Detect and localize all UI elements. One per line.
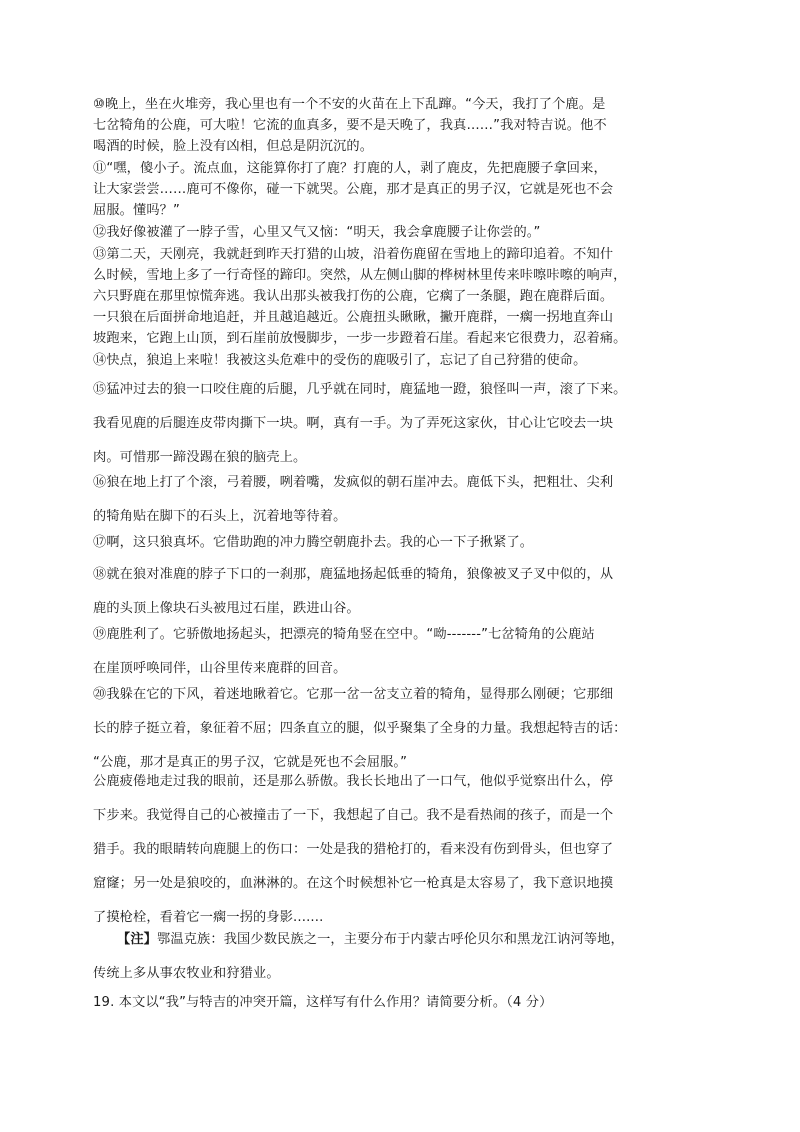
paragraph-14 [93,350,586,371]
paragraph-16 [93,466,613,534]
text-line: 么时候，雪地上多了一行奇怪的蹄印。突然，从左侧山脚的桦树林里传来咔嚓咔嚓的响声， [93,268,627,283]
text-line: 猎手。我的眼睛转向鹿腿上的伤口：一处是我的猎枪打的，看来没有伤到骨头，但也穿了 [93,842,614,857]
text-line: 坡跑来，它跑上山顶，到石崖前放慢脚步，一步一步蹬着石崖。看起来它很费力，忍着痛。 [93,331,627,346]
text-line: ⑲鹿胜利了。它骄傲地扬起头，把漂亮的犄角竖在空中。“呦-------”七岔犄角的公鹿站 [93,627,595,642]
text-line: 一只狼在后面拼命地追赶，并且越追越近。公鹿扭头瞅瞅，撇开鹿群，一瘸一拐地直奔山 [93,310,614,325]
text-line: ⑪“嘿，傻小子。流点血，这能算你打了鹿？打鹿的人，剥了鹿皮，先把鹿腰子拿回来， [93,161,607,176]
text-line: ⑮猛冲过去的狼一口咬住鹿的后腿，几乎就在同时，鹿猛地一蹬，狼怪叫一声，滚了下来。 [93,382,627,397]
text-line: 下步来。我觉得自己的心被撞击了一下，我想起了自己。我不是看热闹的孩子，而是一个 [93,808,614,823]
paragraph-21 [93,765,613,935]
text-line: ⑰啊，这只狼真坏。它借助跑的冲力腾空朝鹿扑去。我的心一下子揪紧了。 [93,535,534,550]
paragraph-15 [93,373,627,475]
text-line: “公鹿，那才是真正的男子汉，它就是死也不会屈服。” [93,755,408,770]
paragraph-13 [93,244,627,349]
text-line: ⑳我躲在它的下风，着迷地瞅着它。它那一岔一岔支立着的犄角，显得那么刚硬；它那细 [93,687,614,702]
text-line: 了摸枪栓，看着它一瘸一拐的身影....... [93,910,324,925]
text-line: 七岔犄角的公鹿，可大啦！它流的血真多，要不是天晚了，我真……”我对特吉说。他不 [93,118,607,133]
text-line: 窟窿；另一处是狼咬的，血淋淋的。在这个时候想补它一枪真是太容易了，我下意识地摸 [93,876,614,891]
text-line: 的犄角贴在脚下的石头上，沉着地等待着。 [93,509,347,524]
text-line: ⑩晚上，坐在火堆旁，我心里也有一个不安的火苗在上下乱蹿。“今天，我打了个鹿。是 [93,97,606,112]
text-line: 鹿的头顶上像块石头被甩过石崖，跌进山谷。 [93,601,360,616]
paragraph-11 [93,158,613,221]
text-line: 喝酒的时候，脸上没有凶相，但总是阴沉沉的。 [93,139,374,154]
paragraph-12 [93,222,541,243]
text-line: ⑭快点，狼追上来啦！我被这头危难中的受伤的鹿吸引了，忘记了自己狩猎的使命。 [93,353,587,368]
footnote [93,923,624,991]
question-text: 19. 本文以“我”与特吉的冲突开篇，这样写有什么作用？请简要分析。（4 分） [93,995,553,1010]
text-line: 我看见鹿的后腿连皮带肉撕下一块。啊，真有一手。为了弄死这家伙，甘心让它咬去一块 [93,416,614,431]
footnote-label: 【注】 [117,932,158,947]
footnote-first-line [93,923,624,957]
text-line: ⑬第二天，天刚亮，我就赶到昨天打猎的山坡，沿着伤鹿留在雪地上的蹄印追着。不知什 [93,247,614,262]
text-line: 屈服。懂吗？” [93,203,181,218]
text-line: 在崖顶呼唤同伴，山谷里传来鹿群的回音。 [93,661,347,676]
text-line: 肉。可惜那一蹄没踢在狼的脑壳上。 [93,450,307,465]
text-line: ⑯狼在地上打了个滚，弓着腰，咧着嘴，发疯似的朝石崖冲去。鹿低下头，把粗壮、尖利 [93,475,614,490]
paragraph-10 [93,94,607,157]
text-line: ⑱就在狼对准鹿的脖子下口的一刹那，鹿猛地扬起低垂的犄角，狼像被叉子叉中似的，从 [93,567,614,582]
footnote-text: 传统上多从事农牧业和狩猎业。 [93,966,280,981]
paragraph-19 [93,618,595,686]
question-19 [93,992,552,1013]
paragraph-18 [93,558,613,626]
text-line: 让大家尝尝……鹿可不像你，碰一下就哭。公鹿，那才是真正的男子汉，它就是死也不会 [93,182,614,197]
text-line: 长的脖子挺立着，象征着不屈；四条直立的腿，似乎聚集了全身的力量。我想起特吉的话： [93,721,627,736]
text-line: ⑫我好像被灌了一脖子雪，心里又气又恼：“明天，我会拿鹿腰子让你尝的。” [93,225,541,240]
paragraph-17 [93,526,533,560]
text-line: 六只野鹿在那里惊慌奔逃。我认出那头被我打伤的公鹿，它瘸了一条腿，跑在鹿群后面。 [93,289,614,304]
footnote-text: 鄂温克族：我国少数民族之一，主要分布于内蒙古呼伦贝尔和黑龙江讷河等地， [157,932,624,947]
text-line: 公鹿疲倦地走过我的眼前，还是那么骄傲。我长长地出了一口气，他似乎觉察出什么，停 [93,774,614,789]
